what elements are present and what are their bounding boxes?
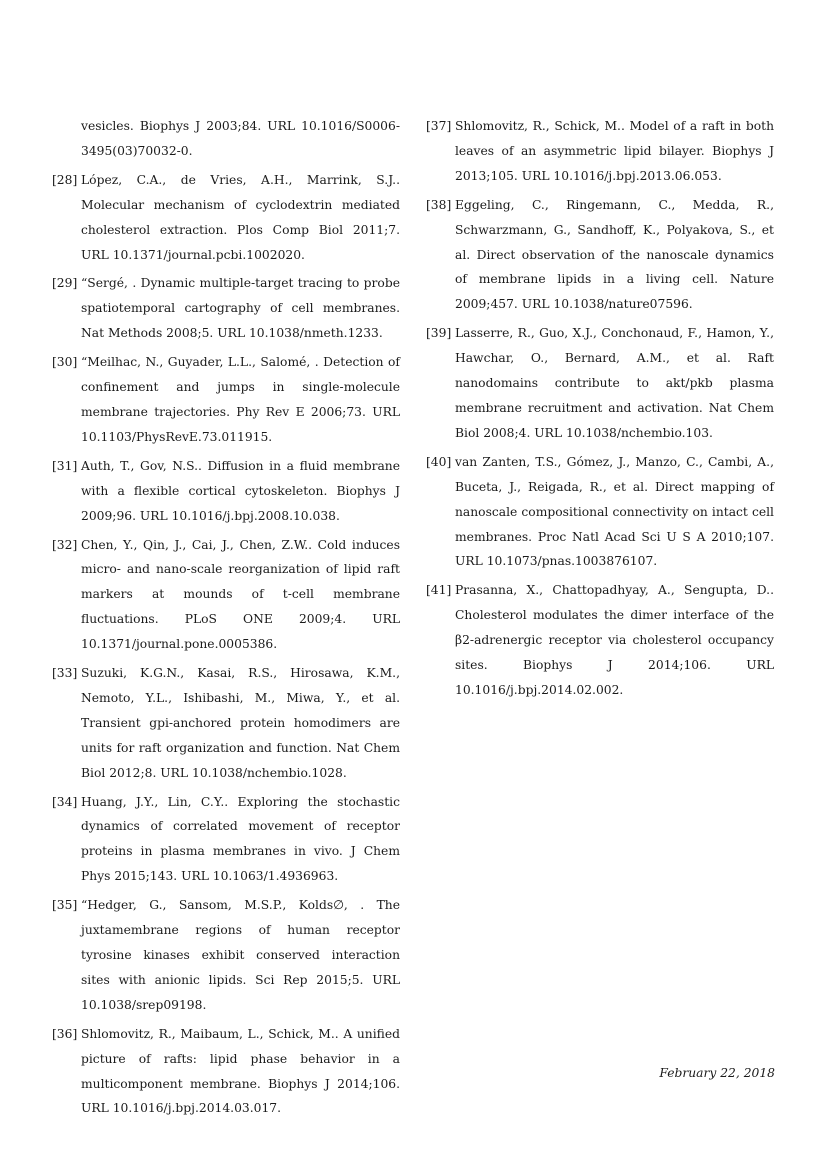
- ref-text: Eggeling, C., Ringemann, C., Medda, R., Schwarzmann, G., Sandhoff, K., Polyakova, S., et al. Direct observation of the nanoscale dynamics of membrane lipids in a living cell. Nature 2009;457. URL 10.1038/nature07596.: [455, 197, 774, 312]
- ref-text: Huang, J.Y., Lin, C.Y.. Exploring the stochastic dynamics of correlated movement of receptor proteins in plasma membranes in vivo. J Chem Phys 2015;143. URL 10.1063/1.4936963.: [81, 794, 400, 884]
- reference-41: [426, 578, 774, 703]
- right-column: [426, 114, 774, 707]
- ref-number: [32]: [52, 537, 78, 552]
- ref-text: Suzuki, K.G.N., Kasai, R.S., Hirosawa, K.M., Nemoto, Y.L., Ishibashi, M., Miwa, Y., et al. Transient gpi-anchored protein homodimers are units for raft organization and function. Nat Chem Biol 2012;8. URL 10.1038/nchembio.1028.: [81, 666, 400, 780]
- ref-number: [33]: [52, 666, 78, 681]
- ref-number: [35]: [52, 898, 78, 913]
- footer-date: February 22, 2018: [659, 1066, 775, 1080]
- ref-text: vesicles. Biophys J 2003;84. URL 10.1016/S0006-3495(03)70032-0.: [81, 119, 400, 158]
- reference-39: [426, 321, 774, 446]
- ref-number: [29]: [52, 276, 78, 291]
- reference-36: [52, 1022, 400, 1122]
- ref-number: [37]: [426, 119, 452, 133]
- ref-text: Auth, T., Gov, N.S.. Diffusion in a fluid membrane with a flexible cortical cytoskeleton. Biophys J 2009;96. URL 10.1016/j.bpj.2008.10.038.: [81, 458, 400, 523]
- reference-33: [52, 661, 400, 786]
- ref-number: [31]: [52, 458, 78, 473]
- reference-31: [52, 454, 400, 529]
- ref-text: “Meilhac, N., Guyader, L.L., Salomé, . Detection of confinement and jumps in single-molecule membrane trajectories. Phy Rev E 2006;73. URL 10.1103/PhysRevE.73.011915.: [81, 355, 400, 444]
- ref-number: [40]: [426, 454, 452, 469]
- ref-number: [34]: [52, 794, 78, 809]
- reference-37: [426, 114, 774, 189]
- reference-27-continued: [52, 114, 400, 164]
- ref-text: Lasserre, R., Guo, X.J., Conchonaud, F., Hamon, Y., Hawchar, O., Bernard, A.M., et al. Raft nanodomains contribute to akt/pkb plasma membrane recruitment and activation. Nat Chem Biol 2008;4. URL 10.1038/nchembio.103.: [455, 326, 774, 440]
- left-column: [52, 114, 400, 1125]
- ref-text: Prasanna, X., Chattopadhyay, A., Sengupta, D.. Cholesterol modulates the dimer interface of the β2-adrenergic receptor via cholesterol occupancy sites. Biophys J 2014;106. URL 10.1016/j.bpj.2014.02.002.: [455, 583, 774, 697]
- ref-number: [28]: [52, 172, 78, 187]
- reference-29: [52, 271, 400, 346]
- ref-text: “Hedger, G., Sansom, M.S.P., Kolds∅, . The juxtamembrane regions of human receptor tyrosine kinases exhibit conserved interaction sites with anionic lipids. Sci Rep 2015;5. URL 10.1038/srep09198.: [81, 898, 400, 1012]
- ref-text: van Zanten, T.S., Gómez, J., Manzo, C., Cambi, A., Buceta, J., Reigada, R., et al. Direct mapping of nanoscale compositional connectivity on intact cell membranes. Proc Natl Acad Sci U S A 2010;107. URL 10.1073/pnas.1003876107.: [455, 454, 774, 569]
- ref-number: [36]: [52, 1026, 78, 1041]
- reference-40: [426, 450, 774, 575]
- ref-number: [41]: [426, 583, 452, 598]
- reference-28: [52, 168, 400, 268]
- reference-38: [426, 193, 774, 318]
- ref-text: López, C.A., de Vries, A.H., Marrink, S.J.. Molecular mechanism of cyclodextrin mediated cholesterol extraction. Plos Comp Biol 2011;7. URL 10.1371/journal.pcbi.1002020.: [81, 172, 400, 262]
- ref-number: [39]: [426, 326, 452, 341]
- reference-35: [52, 893, 400, 1018]
- ref-number: [30]: [52, 355, 78, 370]
- ref-text: Chen, Y., Qin, J., Cai, J., Chen, Z.W.. Cold induces micro- and nano-scale reorganization of lipid raft markers at mounds of t-cell membrane fluctuations. PLoS ONE 2009;4. URL 10.1371/journal.pone.0005386.: [81, 537, 400, 652]
- reference-32: [52, 533, 400, 658]
- reference-30: [52, 350, 400, 450]
- ref-text: Shlomovitz, R., Schick, M.. Model of a raft in both leaves of an asymmetric lipid bilayer. Biophys J 2013;105. URL 10.1016/j.bpj.2013.06.053.: [455, 119, 774, 183]
- ref-text: Shlomovitz, R., Maibaum, L., Schick, M.. A unified picture of rafts: lipid phase behavior in a multicomponent membrane. Biophys J 2014;106. URL 10.1016/j.bpj.2014.03.017.: [81, 1026, 400, 1116]
- ref-number: [38]: [426, 197, 452, 212]
- reference-34: [52, 790, 400, 890]
- ref-text: “Sergé, . Dynamic multiple-target tracing to probe spatiotemporal cartography of cell membranes. Nat Methods 2008;5. URL 10.1038/nmeth.1233.: [81, 276, 400, 341]
